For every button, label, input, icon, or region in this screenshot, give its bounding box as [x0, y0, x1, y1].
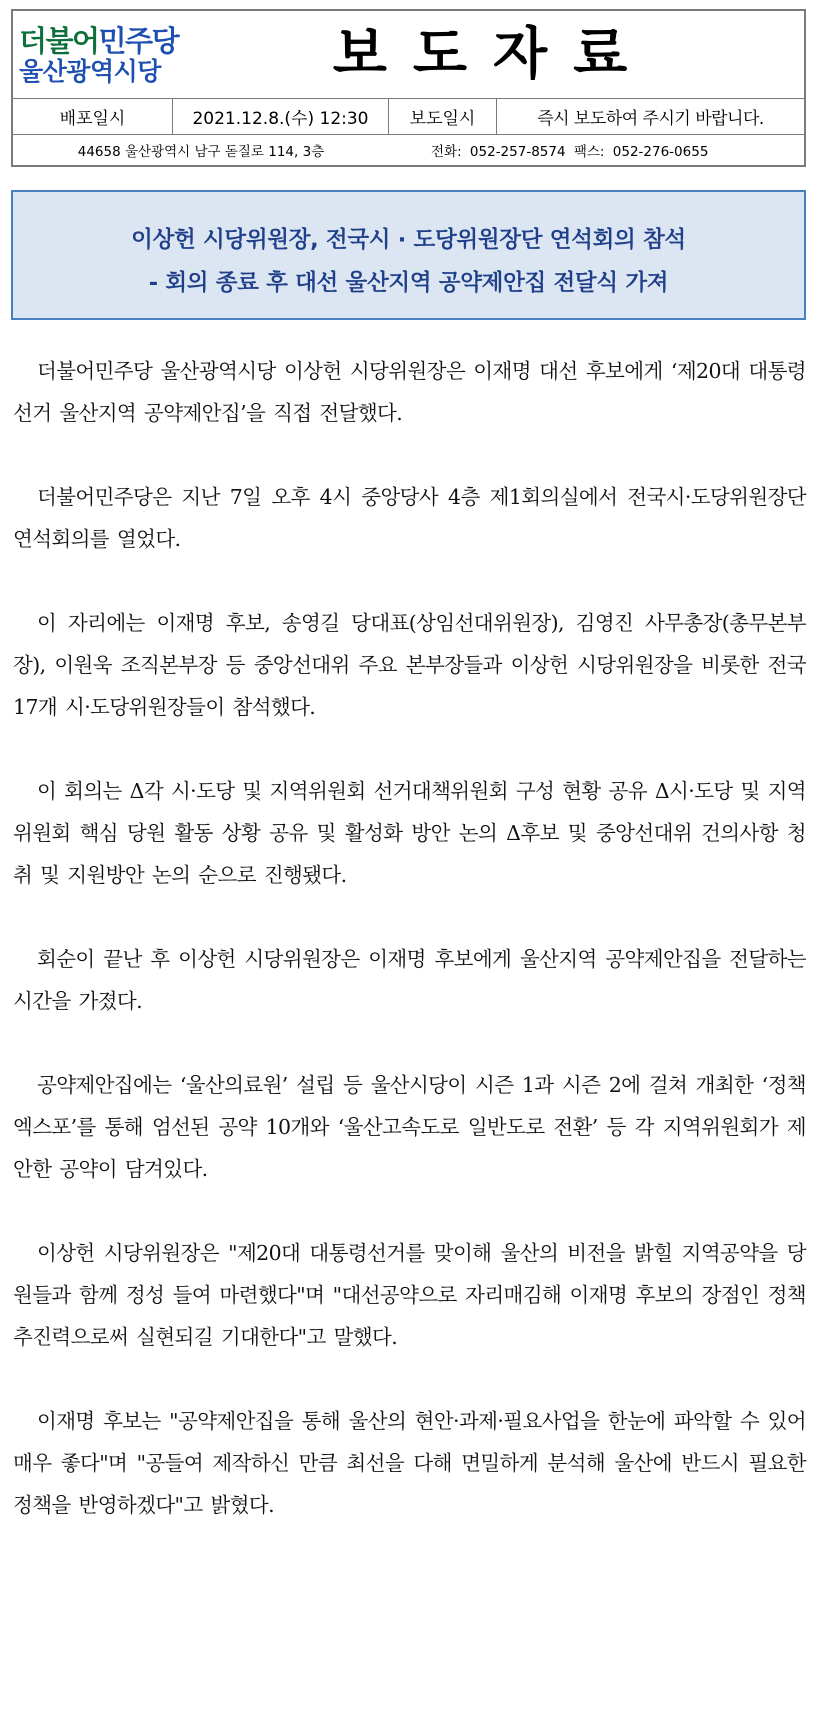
- document-title: 보도자료: [332, 22, 654, 87]
- headline-box: [11, 190, 806, 320]
- headline-title: 이상헌 시당위원장, 전국시 · 도당위원장단 연석회의 참석: [131, 227, 686, 253]
- body-paragraph: 더불어민주당은 지난 7일 오후 4시 중앙당사 4층 제1회의실에서 전국시·도당위원장단 연석회의를 열었다.: [13, 485, 806, 551]
- body-paragraph: 이 자리에는 이재명 후보, 송영길 당대표(상임선대위원장), 김영진 사무총장(총무본부장), 이원욱 조직본부장 등 중앙선대위 주요 본부장들과 이상헌 시당위원장을 비롯한 전국 17개 시·도당위원장들이 참석했다.: [13, 611, 806, 719]
- distribution-label: 배포일시: [13, 98, 173, 134]
- distribution-value: 2021.12.8.(수) 12:30: [173, 98, 389, 134]
- party-logo: [19, 25, 179, 87]
- release-label: 보도일시: [389, 98, 497, 134]
- logo-branch-name: 울산광역시당: [19, 57, 161, 86]
- header-table: [11, 9, 806, 167]
- header-date-row: [13, 98, 804, 135]
- logo-text-part1: 더불어: [19, 24, 99, 58]
- release-value: 즉시 보도하여 주시기 바랍니다.: [537, 108, 764, 129]
- logo-party-name: [19, 25, 179, 57]
- body-paragraph: 이상헌 시당위원장은 "제20대 대통령선거를 맞이해 울산의 비전을 밝힐 지역공약을 당원들과 함께 정성 들여 마련했다"며 "대선공약으로 자리매김해 이재명 후보의 장점인 정책추진력으로써 실현되길 기대한다"고 말했다.: [13, 1241, 806, 1349]
- body-paragraph: 이 회의는 Δ각 시·도당 및 지역위원회 선거대책위원회 구성 현황 공유 Δ시·도당 및 지역위원회 핵심 당원 활동 상황 공유 및 활성화 방안 논의 Δ후보 및 중앙선대위 건의사항 청취 및 지원방안 논의 순으로 진행됐다.: [13, 779, 806, 887]
- header-contact-row: [13, 135, 804, 165]
- body-paragraph: 공약제안집에는 ‘울산의료원’ 설립 등 울산시당이 시즌 1과 시즌 2에 걸쳐 개최한 ‘정책엑스포’를 통해 엄선된 공약 10개와 ‘울산고속도로 일반도로 전환’ 등 각 지역위원회가 제안한 공약이 담겨있다.: [13, 1073, 806, 1181]
- logo-text-part2: 민주당: [98, 24, 179, 58]
- headline-subtitle: - 회의 종료 후 대선 울산지역 공약제안집 전달식 가져: [148, 270, 669, 296]
- body-paragraph: 더불어민주당 울산광역시당 이상헌 시당위원장은 이재명 대선 후보에게 ‘제20대 대통령선거 울산지역 공약제안집’을 직접 전달했다.: [13, 359, 806, 425]
- article-body: [13, 350, 806, 1568]
- body-paragraph: 이재명 후보는 "공약제안집을 통해 울산의 현안·과제·필요사업을 한눈에 파악할 수 있어 매우 좋다"며 "공들여 제작하신 만큼 최선을 다해 면밀하게 분석해 울산에 반드시 필요한 정책을 반영하겠다"고 밝혔다.: [13, 1409, 806, 1517]
- contact-text: 전화: 052-257-8574 팩스: 052-276-0655: [431, 144, 709, 160]
- address-text: 44658 울산광역시 남구 돋질로 114, 3층: [77, 144, 325, 160]
- header-top-row: [13, 11, 804, 99]
- body-paragraph: 회순이 끝난 후 이상헌 시당위원장은 이재명 후보에게 울산지역 공약제안집을 전달하는 시간을 가졌다.: [13, 947, 806, 1013]
